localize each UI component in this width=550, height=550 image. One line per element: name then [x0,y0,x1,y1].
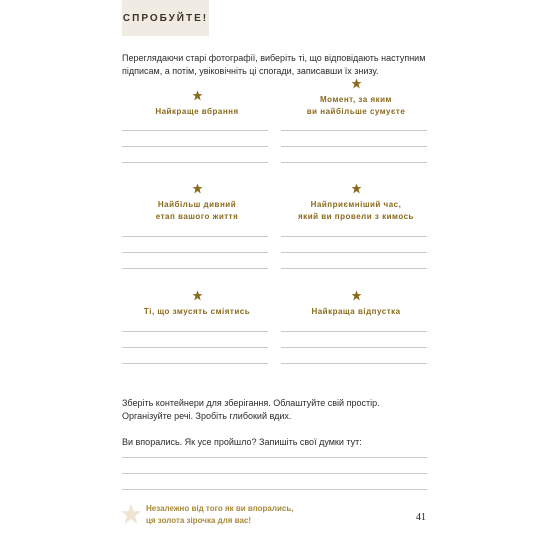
prompt-best-outfit [122,90,272,118]
prompt-title-line: етап вашого життя [155,212,239,221]
gold-star-icon [120,503,142,525]
prompt-title-line: Найкраща відпустка [311,307,401,316]
intro-text: Переглядаючи старі фотографії, виберіть ті, що відповідають наступним підписам, а потім, увіковічніть ці спогади, записавши їх знизу. [122,53,426,76]
star-icon [192,90,203,101]
prompt-title-line: Найбільш дивний [157,200,237,209]
prompt-nicest-time [281,183,431,223]
prompt-title-line: Ті, що змусять сміятись [143,307,251,316]
prompt-title-line: Момент, за яким [320,95,392,104]
prompt-title-line: який ви провели з кимось [298,212,414,221]
footer-note-line: ця золота зірочка для вас! [146,516,252,525]
page-number: 41 [416,512,426,523]
reflection-question: Ви впорались. Як усе пройшло? Запишіть свої думки тут: [122,437,362,447]
star-icon [351,78,362,89]
star-icon [351,183,362,194]
page-header-label: СПРОБУЙТЕ! [122,12,209,24]
prompt-make-laugh [122,290,272,318]
footer-note [146,503,293,527]
star-icon [351,290,362,301]
footer-note-line: Незалежно від того як ви впорались, [146,504,294,513]
prompt-title-line: Найкраще вбрання [155,107,239,116]
prompt-best-vacation [281,290,431,318]
prompt-moment-missed [281,78,431,118]
star-icon [192,290,203,301]
prompt-title-line: Найприємніший час, [310,200,402,209]
prompt-strangest-stage [122,183,272,223]
prompt-title-line: ви найбільше сумуєте [306,107,406,116]
instructions-text: Зберіть контейнери для зберігання. Облаштуйте свій простір. Організуйте речі. Зробіть глибокий вдих. [122,398,380,421]
star-icon [192,183,203,194]
page-header-badge [122,0,209,36]
